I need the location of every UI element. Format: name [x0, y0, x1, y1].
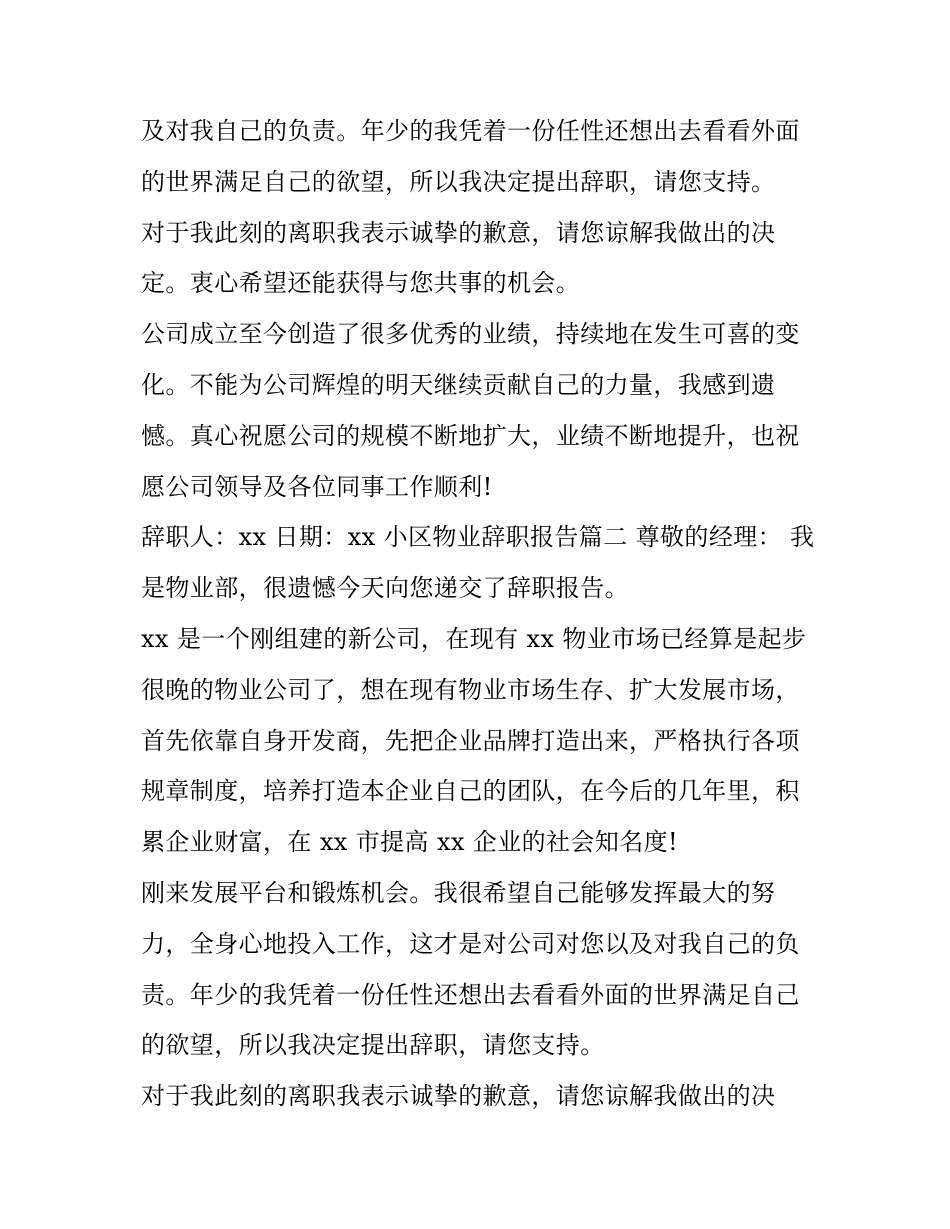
text-line: 累企业财富，在 xx 市提高 xx 企业的社会知名度!: [141, 828, 679, 857]
text-line: 很晚的物业公司了，想在现有物业市场生存、扩大发展市场，: [141, 675, 800, 704]
text-line: 定。衷心希望还能获得与您共事的机会。: [141, 269, 581, 298]
text-line: 责。年少的我凭着一份任性还想出去看看外面的世界满足自己: [141, 980, 800, 1009]
text-line: 及对我自己的负责。年少的我凭着一份任性还想出去看看外面: [141, 117, 800, 145]
text-line: 对于我此刻的离职我表示诚挚的歉意，请您谅解我做出的决: [141, 218, 776, 247]
text-line: 是物业部，很遗憾今天向您递交了辞职报告。: [141, 574, 629, 603]
text-line: 刚来发展平台和锻炼机会。我很希望自己能够发挥最大的努: [141, 878, 776, 907]
text-line: 愿公司领导及各位同事工作顺利!: [141, 472, 493, 501]
text-line: 公司成立至今创造了很多优秀的业绩，持续地在发生可喜的变: [141, 320, 800, 349]
text-line: 的世界满足自己的欲望，所以我决定提出辞职，请您支持。: [141, 167, 776, 196]
text-line: 的欲望，所以我决定提出辞职，请您支持。: [141, 1031, 605, 1060]
text-line: 对于我此刻的离职我表示诚挚的歉意，请您谅解我做出的决: [141, 1082, 776, 1111]
text-line: 憾。真心祝愿公司的规模不断地扩大，业绩不断地提升，也祝: [141, 421, 800, 450]
text-line: 力，全身心地投入工作，这才是对公司对您以及对我自己的负: [141, 929, 800, 958]
document-body: [141, 106, 821, 1122]
text-line: 化。不能为公司辉煌的明天继续贡献自己的力量，我感到遗: [141, 370, 776, 399]
text-line: xx 是一个刚组建的新公司，在现有 xx 物业市场已经算是起步: [141, 624, 807, 653]
text-line: 首先依靠自身开发商，先把企业品牌打造出来，严格执行各项: [141, 726, 800, 755]
text-line: 辞职人：xx 日期：xx 小区物业辞职报告篇二 尊敬的经理： 我: [141, 523, 815, 552]
text-line: 规章制度，培养打造本企业自己的团队，在今后的几年里，积: [141, 777, 800, 806]
